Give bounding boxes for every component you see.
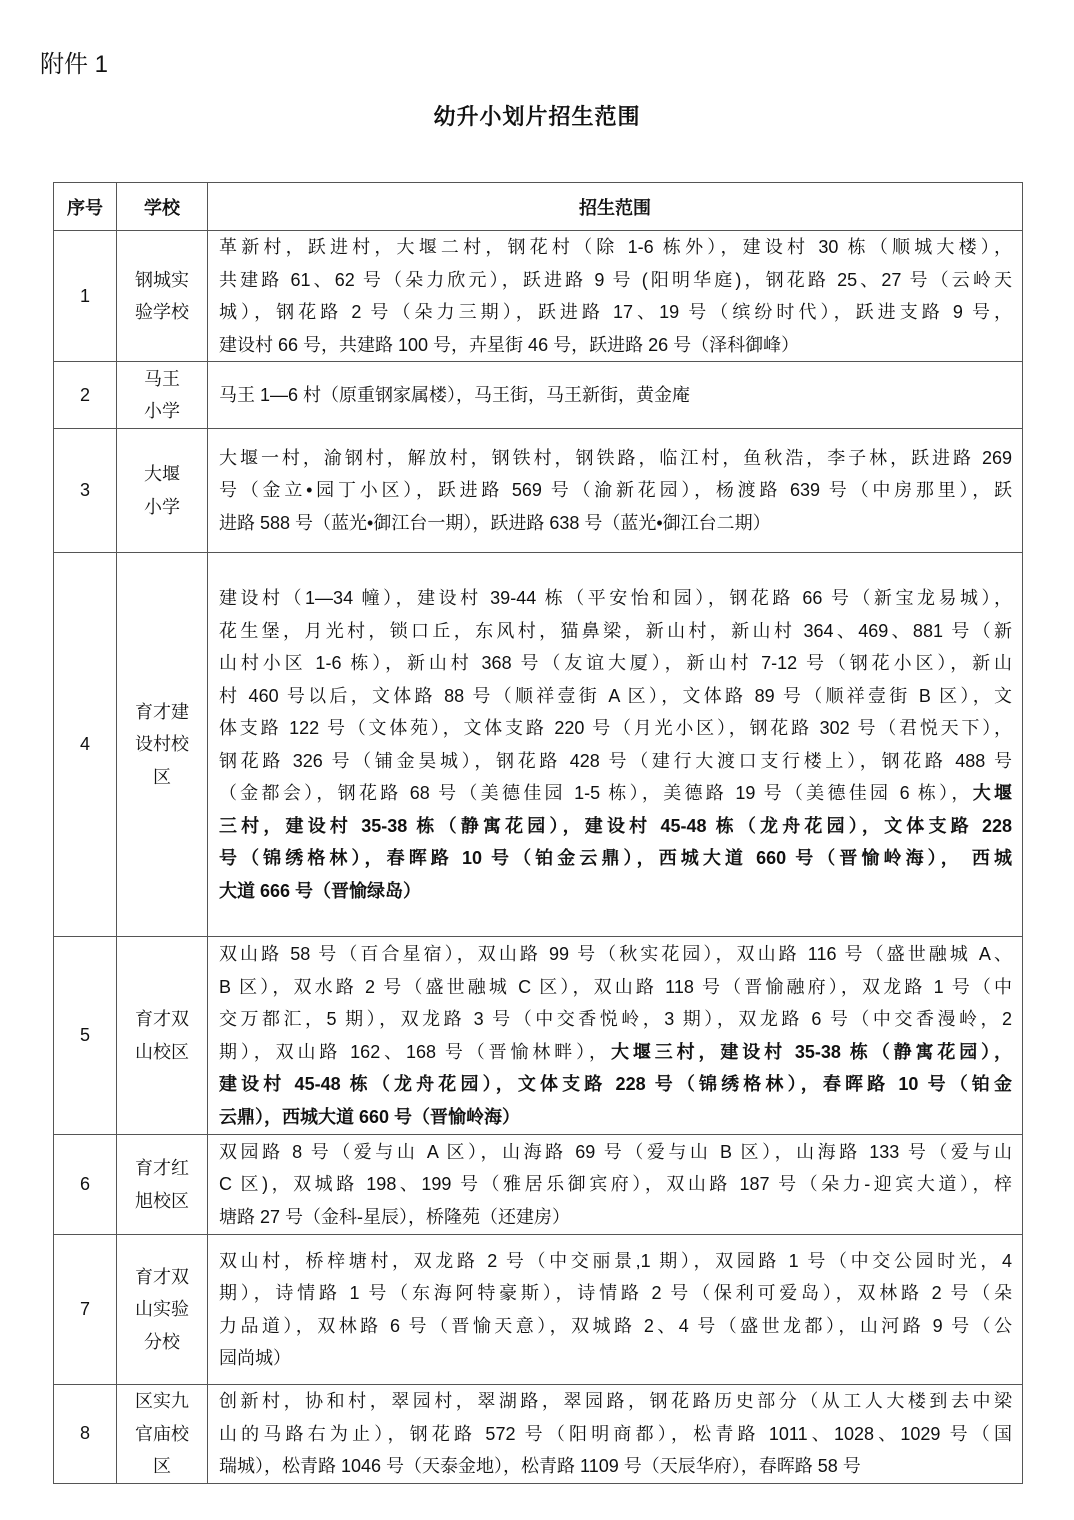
school-name-line: 育才建: [135, 701, 189, 722]
table-row: [54, 1385, 1023, 1484]
scope-text: 力品道），双林路 6 号（晋愉天意），双城路 2、4 号（盛世龙都），山河路 9 号（公: [219, 1315, 1012, 1336]
scope-text-bold: 大道 666 号（晋愉绿岛）: [219, 880, 422, 901]
scope-line: [219, 777, 1012, 810]
enrollment-scope: [208, 553, 1023, 937]
scope-text: 瑞城），松青路 1046 号（天泰金地），松青路 1109 号（天辰华府），春晖路 58 号: [219, 1456, 861, 1476]
school-name-line: 育才双: [135, 1266, 189, 1287]
table-row: [54, 1135, 1023, 1235]
row-number: 4: [54, 553, 117, 937]
row-number: 1: [54, 231, 117, 362]
school-name-line: 马王: [144, 368, 180, 389]
school-name: [117, 1385, 208, 1484]
scope-line: [219, 1418, 1012, 1451]
scope-line: [219, 647, 1012, 680]
scope-line: [219, 1136, 1012, 1169]
school-name: [117, 1235, 208, 1385]
scope-line: [219, 971, 1012, 1004]
school-name: [117, 1135, 208, 1235]
scope-text: 期），诗情路 1 号（东海阿特豪斯），诗情路 2 号（保利可爱岛），双林路 2 号（朵: [219, 1283, 1012, 1303]
scope-text-bold: 大堰: [972, 783, 1012, 803]
scope-line: [219, 712, 1012, 745]
school-name-line: 旭校区: [135, 1190, 189, 1211]
school-name-line: 官庙校: [135, 1423, 189, 1444]
scope-text: 双园路 8 号（爱与山 A 区），山海路 69 号（爱与山 B 区），山海路 133 号（爱与山: [219, 1141, 1012, 1162]
row-number: 6: [54, 1135, 117, 1235]
school-name-line: 山实验: [135, 1299, 189, 1320]
school-name: [117, 429, 208, 553]
row-number: 7: [54, 1235, 117, 1385]
header-scope: 招生范围: [208, 183, 1023, 231]
school-name-line: 育才双: [135, 1009, 189, 1029]
scope-text-bold: 号（锦绣格林），春晖路 10 号（铂金云鼎），西城大道 660 号（晋愉岭海）， 西城: [219, 848, 1012, 868]
school-name-line: 区实九: [135, 1391, 189, 1411]
enrollment-table: [53, 182, 1023, 1484]
scope-line: [219, 1342, 1012, 1375]
scope-line: [219, 1245, 1012, 1278]
scope-text: （金都会），钢花路 68 号（美德佳园 1-5 栋），美德路 19 号（美德佳园 6 栋），: [219, 783, 973, 803]
scope-line: [219, 1036, 1012, 1069]
school-name-line: 区: [153, 1456, 171, 1476]
enrollment-scope: [208, 1385, 1023, 1484]
header-school: 学校: [117, 183, 208, 231]
enrollment-scope: [208, 429, 1023, 553]
school-name-line: 分校: [144, 1331, 180, 1352]
scope-line: [219, 1277, 1012, 1310]
scope-line: [219, 1003, 1012, 1036]
table-row: [54, 362, 1023, 429]
scope-line: [219, 810, 1012, 843]
scope-line: [219, 474, 1012, 507]
scope-text: 马王 1—6 村（原重钢家属楼），马王街，马王新街，黄金庵: [219, 384, 691, 405]
table-row: [54, 231, 1023, 362]
scope-line: [219, 1168, 1012, 1201]
school-name-line: 设村校: [135, 734, 189, 755]
scope-text: 双山路 58 号（百合星宿），双山路 99 号（秋实花园），双山路 116 号（盛世融城 A、: [219, 944, 1012, 964]
table-row: [54, 553, 1023, 937]
row-number: 3: [54, 429, 117, 553]
scope-text: 大堰一村，渝钢村，解放村，钢铁村，钢铁路，临江村，鱼秋浩，李子林，跃进路 269: [219, 447, 1012, 468]
scope-line: [219, 875, 1012, 908]
scope-text: 交万都汇，5 期），双龙路 3 号（中交香悦岭，3 期），双龙路 6 号（中交香漫岭，2: [219, 1009, 1012, 1029]
scope-text: 塘路 27 号（金科-星辰），桥隆苑（还建房）: [219, 1206, 571, 1227]
scope-text: 建设村（1—34 幢），建设村 39-44 栋（平安怡和园），钢花路 66 号（新宝龙易城），: [219, 588, 1012, 608]
scope-text: 花生堡，月光村，锁口丘，东风村，猫鼻梁，新山村，新山村 364、469、881 号（新: [219, 620, 1012, 641]
scope-line: [219, 1101, 1012, 1134]
header-no: 序号: [54, 183, 117, 231]
attachment-label: 附件 1: [40, 51, 109, 78]
scope-line: [219, 329, 1012, 362]
enrollment-scope: [208, 362, 1023, 429]
scope-line: [219, 615, 1012, 648]
school-name: [117, 231, 208, 362]
scope-line: [219, 582, 1012, 615]
scope-text: C 区)，双城路 198、199 号（雅居乐御宾府），双山路 187 号（朵力-迎宾大道），梓: [219, 1174, 1012, 1195]
school-name-line: 钢城实: [135, 269, 189, 290]
scope-line: [219, 1450, 1012, 1483]
scope-text: 建设村 66 号，共建路 100 号，卉星街 46 号，跃进路 26 号（泽科御峰）: [219, 334, 800, 355]
scope-line: [219, 296, 1012, 329]
school-name: [117, 362, 208, 429]
scope-text: 进路 588 号（蓝光•御江台一期），跃进路 638 号（蓝光•御江台二期）: [219, 512, 771, 533]
scope-text: 园尚城）: [219, 1348, 291, 1368]
enrollment-scope: [208, 1235, 1023, 1385]
table-row: [54, 1235, 1023, 1385]
scope-line: [219, 680, 1012, 713]
scope-line: [219, 231, 1012, 264]
scope-line: [219, 1385, 1012, 1418]
school-name-line: 小学: [144, 496, 180, 517]
scope-line: [219, 264, 1012, 297]
row-number: 2: [54, 362, 117, 429]
scope-text: 城），钢花路 2 号（朵力三期），跃进路 17、19 号（缤纷时代），跃进支路 9 号，: [219, 302, 1012, 322]
scope-text: 村 460 号以后，文体路 88 号（顺祥壹街 A 区），文体路 89 号（顺祥壹街 B 区），文: [219, 685, 1012, 706]
school-name: [117, 553, 208, 937]
scope-text-bold: 建设村 45-48 栋（龙舟花园），文体支路 228 号（锦绣格林），春晖路 10 号（铂金: [219, 1074, 1012, 1094]
scope-text: 革新村，跃进村，大堰二村，钢花村（除 1-6 栋外），建设村 30 栋（顺城大楼），: [219, 237, 1012, 257]
school-name-line: 小学: [144, 401, 180, 421]
table-row: [54, 429, 1023, 553]
scope-line: [219, 442, 1012, 475]
scope-text: 双山村，桥梓塘村，双龙路 2 号（中交丽景,1 期），双园路 1 号（中交公园时光，4: [219, 1250, 1012, 1271]
scope-line: [219, 745, 1012, 778]
school-name-line: 区: [153, 766, 171, 787]
scope-text: 共建路 61、62 号（朵力欣元），跃进路 9 号 (阳明华庭)，钢花路 25、27 号（云岭天: [219, 269, 1012, 290]
scope-text: 山的马路右为止），钢花路 572 号（阳明商都），松青路 1011、1028、1029 号（国: [219, 1423, 1012, 1444]
scope-line: [219, 507, 1012, 540]
school-name-line: 育才红: [135, 1158, 189, 1178]
enrollment-scope: [208, 937, 1023, 1135]
enrollment-scope: [208, 231, 1023, 362]
row-number: 5: [54, 937, 117, 1135]
scope-text: 钢花路 326 号（铺金昊城），钢花路 428 号（建行大渡口支行楼上），钢花路 488 号: [219, 750, 1012, 771]
document-title: 幼升小划片招生范围: [433, 104, 641, 129]
row-number: 8: [54, 1385, 117, 1484]
scope-line: [219, 1068, 1012, 1101]
scope-text-bold: 三村，建设村 35-38 栋（静寓花园），建设村 45-48 栋（龙舟花园），文体支路 228: [219, 815, 1012, 836]
scope-line: [219, 1201, 1012, 1234]
scope-text: B 区），双水路 2 号（盛世融城 C 区），双山路 118 号（晋愉融府），双龙路 1 号（中: [219, 976, 1012, 997]
enrollment-scope: [208, 1135, 1023, 1235]
school-name-line: 山校区: [135, 1041, 189, 1062]
scope-text: 山村小区 1-6 栋），新山村 368 号（友谊大厦），新山村 7-12 号（钢花小区），新山: [219, 653, 1012, 673]
scope-text-bold: 大堰三村，建设村 35-38 栋（静寓花园），: [610, 1041, 1012, 1062]
scope-line: [219, 842, 1012, 875]
table-row: [54, 937, 1023, 1135]
school-name-line: 验学校: [135, 302, 189, 322]
scope-line: [219, 1310, 1012, 1343]
scope-text: 创新村，协和村，翠园村，翠湖路，翠园路，钢花路历史部分（从工人大楼到去中梁: [219, 1391, 1012, 1411]
scope-text: 号（金立•园丁小区），跃进路 569 号（渝新花园），杨渡路 639 号（中房那里），跃: [219, 480, 1012, 501]
scope-line: [219, 938, 1012, 971]
scope-text: 体支路 122 号（文体苑），文体支路 220 号（月光小区），钢花路 302 号（君悦天下），: [219, 718, 1012, 738]
table-header-row: [54, 183, 1023, 231]
scope-text: 期），双山路 162、168 号（晋愉林畔），: [219, 1041, 611, 1062]
school-name: [117, 937, 208, 1135]
school-name-line: 大堰: [144, 464, 180, 484]
scope-line: [219, 379, 1012, 412]
scope-text-bold: 云鼎），西城大道 660 号（晋愉岭海）: [219, 1106, 521, 1127]
